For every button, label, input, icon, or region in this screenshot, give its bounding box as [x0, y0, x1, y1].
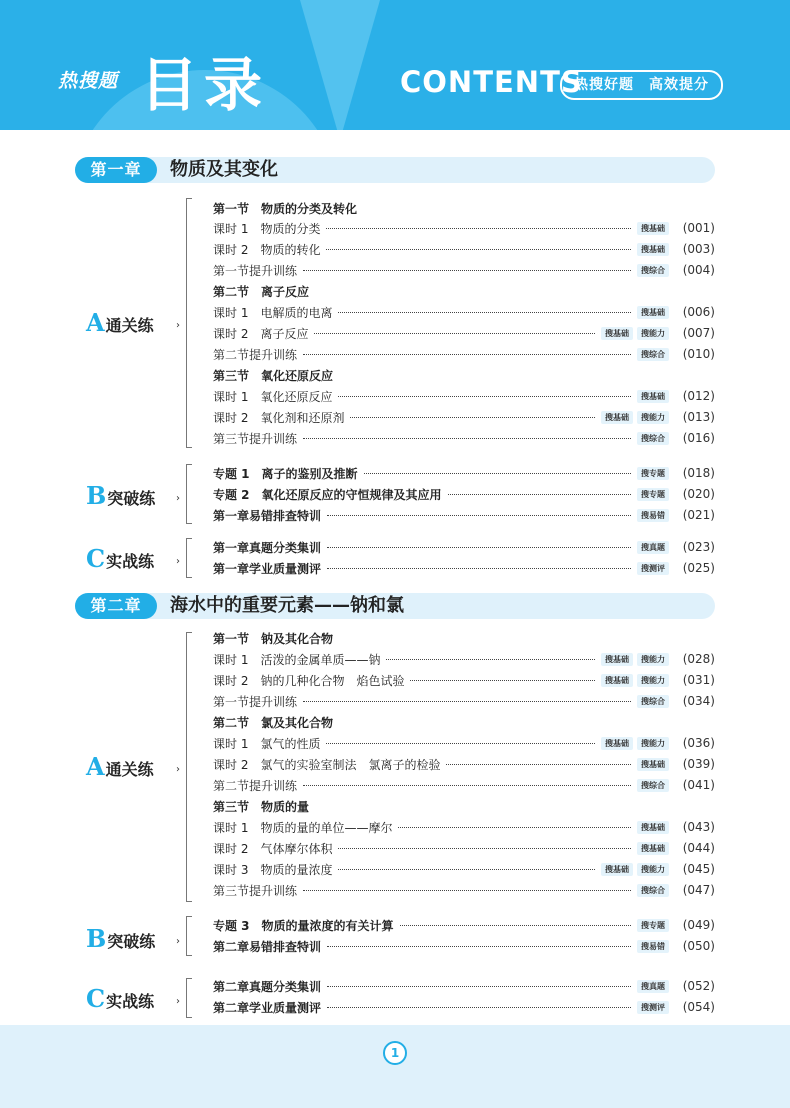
section-label: C实战练: [86, 544, 155, 573]
page-ref: (004): [682, 263, 715, 277]
tag-badge: 搜专题: [637, 488, 669, 501]
section-label: B突破练: [86, 481, 156, 510]
toc-row[interactable]: 课时 3 物质的量浓度 搜基础 搜能力 (045): [213, 862, 715, 877]
toc-row[interactable]: 课时 1 电解质的电离 搜基础 (006): [213, 305, 715, 320]
tag-badge: 搜能力: [637, 653, 669, 666]
toc-row[interactable]: 专题 3 物质的量浓度的有关计算 搜专题 (049): [213, 918, 715, 933]
section-label: A通关练: [86, 308, 154, 337]
toc-row[interactable]: 第二节提升训练 搜综合 (041): [213, 778, 715, 793]
section-letter: A: [86, 752, 105, 781]
toc-row[interactable]: 课时 2 氯气的实验室制法 氯离子的检验 搜基础 (039): [213, 757, 715, 772]
tag-badge: 搜基础: [637, 222, 669, 235]
toc-row[interactable]: 第三节 物质的量: [213, 799, 310, 814]
section-bracket: [186, 538, 192, 578]
page-ref: (018): [682, 466, 715, 480]
header-banner: [0, 0, 790, 140]
page-ref: (049): [682, 918, 715, 932]
toc-row[interactable]: 第一节提升训练 搜综合 (034): [213, 694, 715, 709]
tag-badge: 搜基础: [601, 327, 633, 340]
toc-row[interactable]: 第二章易错排查特训 搜易错 (050): [213, 939, 715, 954]
tag-badge: 搜基础: [601, 863, 633, 876]
toc-row[interactable]: 第一章真题分类集训 搜真题 (023): [213, 540, 715, 555]
contents-heading: CONTENTS: [400, 65, 583, 99]
page-ref: (020): [682, 487, 715, 501]
tag-badge: 搜真题: [637, 980, 669, 993]
chapter-bar: [75, 593, 715, 619]
tag-badge: 搜综合: [637, 779, 669, 792]
page-ref: (034): [682, 694, 715, 708]
tag-badge: 搜基础: [637, 821, 669, 834]
page-ref: (003): [682, 242, 715, 256]
toc-row[interactable]: 课时 2 钠的几种化合物 焰色试验 搜基础 搜能力 (031): [213, 673, 715, 688]
tag-badge: 搜专题: [637, 467, 669, 480]
slogan-badge: 热搜好题 高效提分: [560, 70, 723, 100]
toc-row[interactable]: 课时 2 氧化剂和还原剂 搜基础 搜能力 (013): [213, 410, 715, 425]
toc-row[interactable]: 课时 1 氯气的性质 搜基础 搜能力 (036): [213, 736, 715, 751]
tag-badge: 搜综合: [637, 348, 669, 361]
page-ref: (052): [682, 979, 715, 993]
page-ref: (001): [682, 221, 715, 235]
hot-label: 热搜题: [58, 70, 119, 92]
tag-badge: 搜易错: [637, 509, 669, 522]
tag-badge: 搜专题: [637, 919, 669, 932]
toc-row[interactable]: 第二节提升训练 搜综合 (010): [213, 347, 715, 362]
toc-row[interactable]: 第二章学业质量测评 搜测评 (054): [213, 1000, 715, 1015]
page-ref: (021): [682, 508, 715, 522]
tag-badge: 搜基础: [637, 306, 669, 319]
page-ref: (025): [682, 561, 715, 575]
page-ref: (023): [682, 540, 715, 554]
page-ref: (039): [682, 757, 715, 771]
toc-row[interactable]: 第一节 物质的分类及转化: [213, 201, 358, 216]
tag-badge: 搜能力: [637, 411, 669, 424]
section-letter: C: [86, 984, 106, 1013]
toc-row[interactable]: 第一章学业质量测评 搜测评 (025): [213, 561, 715, 576]
toc-row[interactable]: 课时 2 气体摩尔体积 搜基础 (044): [213, 841, 715, 856]
tag-badge: 搜测评: [637, 562, 669, 575]
chapter-bar: [75, 157, 715, 183]
decor-wedge: [300, 0, 380, 140]
page-ref: (043): [682, 820, 715, 834]
page-ref: (010): [682, 347, 715, 361]
tag-badge: 搜能力: [637, 737, 669, 750]
toc-row[interactable]: 第三节提升训练 搜综合 (016): [213, 431, 715, 446]
section-bracket: [186, 916, 192, 956]
toc-row[interactable]: 第二节 氯及其化合物: [213, 715, 334, 730]
tag-badge: 搜能力: [637, 863, 669, 876]
tag-badge: 搜基础: [601, 674, 633, 687]
tag-badge: 搜基础: [601, 737, 633, 750]
section-letter: A: [86, 308, 105, 337]
tag-badge: 搜易错: [637, 940, 669, 953]
page-ref: (028): [682, 652, 715, 666]
section-bracket: [186, 978, 192, 1018]
page-ref: (013): [682, 410, 715, 424]
tag-badge: 搜基础: [637, 243, 669, 256]
section-label: C实战练: [86, 984, 155, 1013]
toc-row[interactable]: 专题 2 氧化还原反应的守恒规律及其应用 搜专题 (020): [213, 487, 715, 502]
page-ref: (006): [682, 305, 715, 319]
toc-row[interactable]: 第一章易错排查特训 搜易错 (021): [213, 508, 715, 523]
toc-row[interactable]: 课时 1 氧化还原反应 搜基础 (012): [213, 389, 715, 404]
chapter-tag: 第二章: [75, 593, 157, 619]
section-arrow-icon: ›: [176, 996, 180, 1007]
page-ref: (007): [682, 326, 715, 340]
tag-badge: 搜综合: [637, 884, 669, 897]
page-ref: (012): [682, 389, 715, 403]
chapter-title: 物质及其变化: [170, 159, 278, 180]
toc-row[interactable]: 课时 1 物质的分类 搜基础 (001): [213, 221, 715, 236]
toc-row[interactable]: 第一节提升训练 搜综合 (004): [213, 263, 715, 278]
tag-badge: 搜基础: [637, 758, 669, 771]
page-ref: (050): [682, 939, 715, 953]
page-ref: (045): [682, 862, 715, 876]
toc-row[interactable]: 第二章真题分类集训 搜真题 (052): [213, 979, 715, 994]
section-bracket: [186, 464, 192, 524]
page-ref: (041): [682, 778, 715, 792]
toc-row[interactable]: 课时 1 活泼的金属单质——钠 搜基础 搜能力 (028): [213, 652, 715, 667]
section-arrow-icon: ›: [176, 764, 180, 775]
section-arrow-icon: ›: [176, 320, 180, 331]
tag-badge: 搜综合: [637, 695, 669, 708]
section-label: B突破练: [86, 924, 156, 953]
toc-row[interactable]: 专题 1 离子的鉴别及推断 搜专题 (018): [213, 466, 715, 481]
section-letter: C: [86, 544, 106, 573]
page-ref: (036): [682, 736, 715, 750]
tag-badge: 搜能力: [637, 327, 669, 340]
toc-row[interactable]: 第三节 氧化还原反应: [213, 368, 334, 383]
page-number: 1: [383, 1041, 407, 1065]
toc-row[interactable]: 课时 2 物质的转化 搜基础 (003): [213, 242, 715, 257]
page-ref: (031): [682, 673, 715, 687]
tag-badge: 搜基础: [637, 842, 669, 855]
chapter-tag: 第一章: [75, 157, 157, 183]
toc-row[interactable]: 课时 1 物质的量的单位——摩尔 搜基础 (043): [213, 820, 715, 835]
page-ref: (016): [682, 431, 715, 445]
section-arrow-icon: ›: [176, 936, 180, 947]
tag-badge: 搜基础: [637, 390, 669, 403]
tag-badge: 搜基础: [601, 411, 633, 424]
tag-badge: 搜能力: [637, 674, 669, 687]
tag-badge: 搜测评: [637, 1001, 669, 1014]
tag-badge: 搜综合: [637, 432, 669, 445]
toc-row[interactable]: 第一节 钠及其化合物: [213, 631, 334, 646]
section-arrow-icon: ›: [176, 493, 180, 504]
page-ref: (047): [682, 883, 715, 897]
tag-badge: 搜基础: [601, 653, 633, 666]
toc-row[interactable]: 第三节提升训练 搜综合 (047): [213, 883, 715, 898]
toc-row[interactable]: 课时 2 离子反应 搜基础 搜能力 (007): [213, 326, 715, 341]
page-ref: (054): [682, 1000, 715, 1014]
footer-band: [0, 1025, 790, 1108]
section-arrow-icon: ›: [176, 556, 180, 567]
section-letter: B: [86, 481, 107, 510]
section-letter: B: [86, 924, 107, 953]
section-bracket: [186, 632, 192, 902]
page-title: 目录: [140, 51, 269, 119]
section-bracket: [186, 198, 192, 448]
tag-badge: 搜真题: [637, 541, 669, 554]
tag-badge: 搜综合: [637, 264, 669, 277]
toc-row[interactable]: 第二节 离子反应: [213, 284, 310, 299]
chapter-title: 海水中的重要元素——钠和氯: [170, 595, 404, 616]
section-label: A通关练: [86, 752, 154, 781]
page-ref: (044): [682, 841, 715, 855]
